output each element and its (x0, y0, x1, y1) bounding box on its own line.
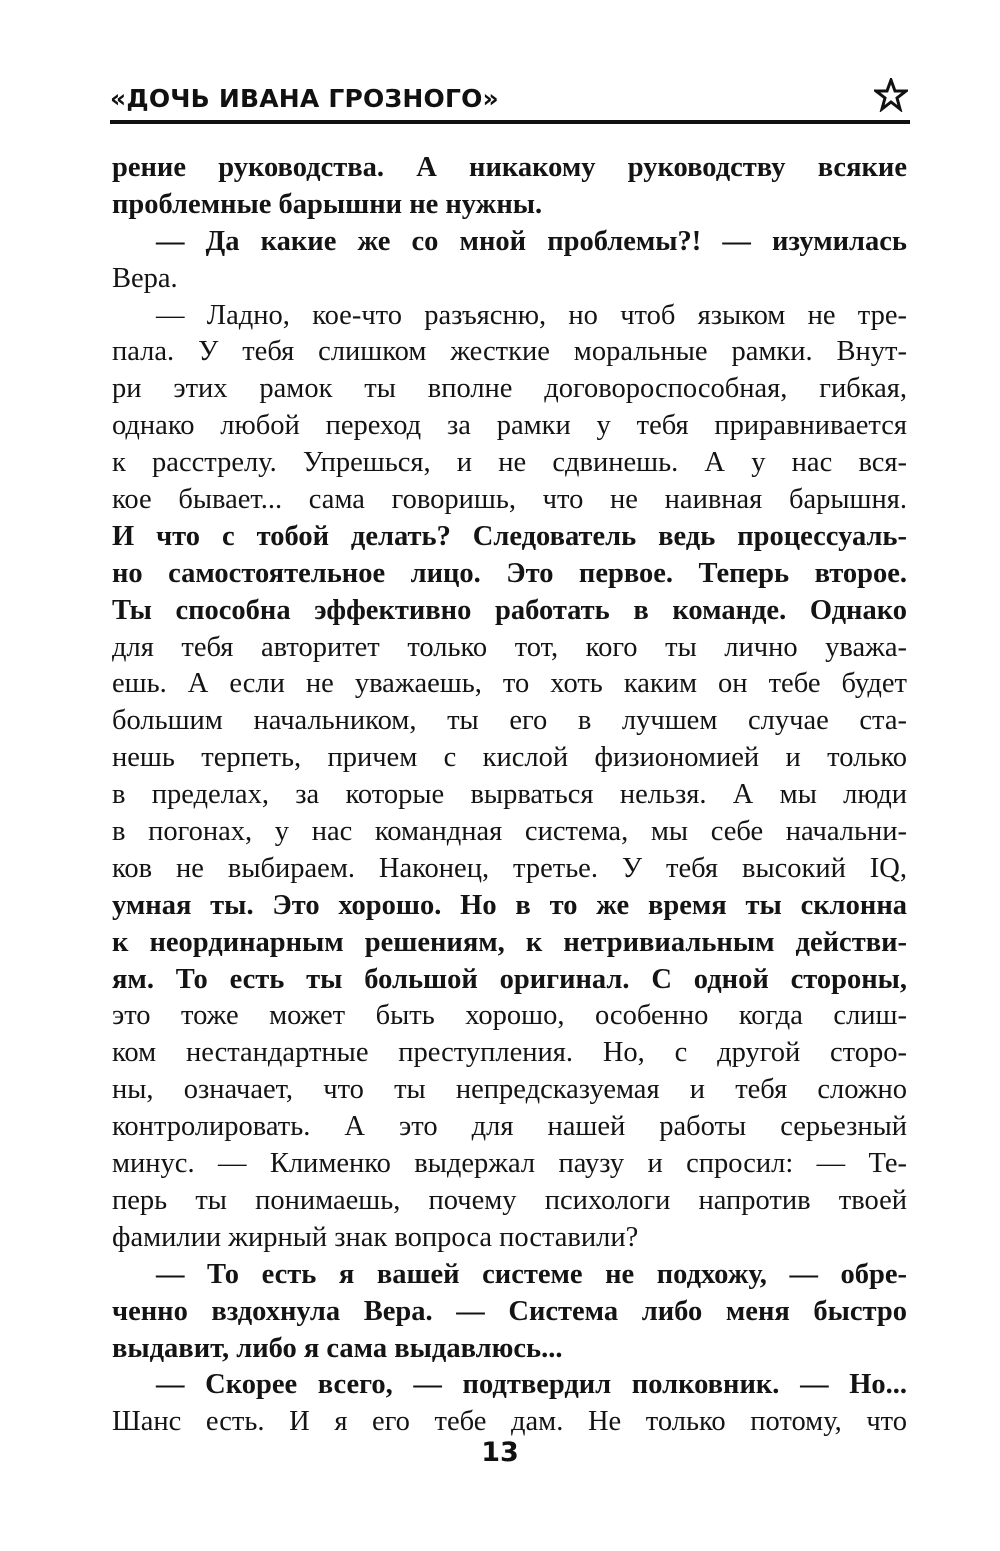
text-line: Шанс есть. И я его тебе дам. Не только потому, что (112, 1406, 907, 1438)
text-line: минус. — Клименко выдержал паузу и спросил: — Те- (112, 1148, 907, 1180)
text-line: — Ладно, кое-что разъясню, но чтоб языком не тре- (156, 299, 907, 331)
text-line: контролировать. А это для нашей работы серьезный (112, 1111, 907, 1143)
text-line: — Да какие же со мной проблемы?! — изумилась (156, 225, 907, 257)
text-line: ком нестандартные преступления. Но, с другой сторо- (112, 1037, 907, 1069)
text-line: ешь. А если не уважаешь, то хоть каким он тебе будет (112, 668, 907, 700)
text-line: ны, означает, что ты непредсказуемая и тебя сложно (112, 1074, 907, 1106)
text-line: И что с тобой делать? Следователь ведь процессуаль- (112, 520, 907, 552)
page-number: 13 (481, 1437, 519, 1468)
star-icon (874, 78, 908, 112)
text-line: выдавит, либо я сама выдавлюсь... (112, 1332, 563, 1364)
text-line: Ты способна эффективно работать в команде. Однако (112, 594, 907, 626)
text-line: кое бывает... сама говоришь, что не наивная барышня. (112, 484, 907, 516)
text-line: — То есть я вашей системе не подхожу, — обре- (156, 1258, 907, 1290)
text-line: в погонах, у нас командная система, мы себе начальни- (112, 816, 907, 848)
running-title: «ДОЧЬ ИВАНА ГРОЗНОГО» (110, 84, 499, 113)
text-line: — Скорее всего, — подтвердил полковник. — Но... (156, 1369, 907, 1401)
text-line: это тоже может быть хорошо, особенно когда слиш- (112, 1000, 907, 1032)
text-line: к неординарным решениям, к нетривиальным действи- (112, 926, 907, 958)
header-rule (110, 120, 910, 124)
text-line: умная ты. Это хорошо. Но в то же время ты склонна (112, 889, 907, 921)
body-text (112, 150, 907, 1441)
text-line: ям. То есть ты большой оригинал. С одной стороны, (112, 963, 907, 995)
text-line: проблемные барышни не нужны. (112, 188, 543, 220)
text-line: ри этих рамок ты вполне договороспособная, гибкая, (112, 373, 907, 405)
text-line: ченно вздохнула Вера. — Система либо меня быстро (112, 1295, 907, 1327)
text-line: для тебя авторитет только тот, кого ты лично уважа- (112, 631, 907, 663)
text-line: ков не выбираем. Наконец, третье. У тебя высокий IQ, (112, 852, 907, 884)
text-line: в пределах, за которые вырваться нельзя. А мы люди (112, 779, 907, 811)
text-line: пала. У тебя слишком жесткие моральные рамки. Внут- (112, 336, 907, 368)
text-line: перь ты понимаешь, почему психологи напротив твоей (112, 1184, 907, 1216)
text-line: большим начальником, ты его в лучшем случае ста- (112, 705, 907, 737)
text-line: но самостоятельное лицо. Это первое. Теперь второе. (112, 557, 907, 589)
text-line: к расстрелу. Упрешься, и не сдвинешь. А у нас вся- (112, 447, 907, 479)
text-line: фамилии жирный знак вопроса поставили? (112, 1221, 639, 1253)
text-line: рение руководства. А никакому руководству всякие (112, 152, 907, 183)
text-line: нешь терпеть, причем с кислой физиономией и только (112, 742, 907, 774)
text-line: Вера. (112, 262, 178, 294)
text-line: однако любой переход за рамки у тебя приравнивается (112, 410, 907, 442)
running-head (110, 76, 910, 120)
